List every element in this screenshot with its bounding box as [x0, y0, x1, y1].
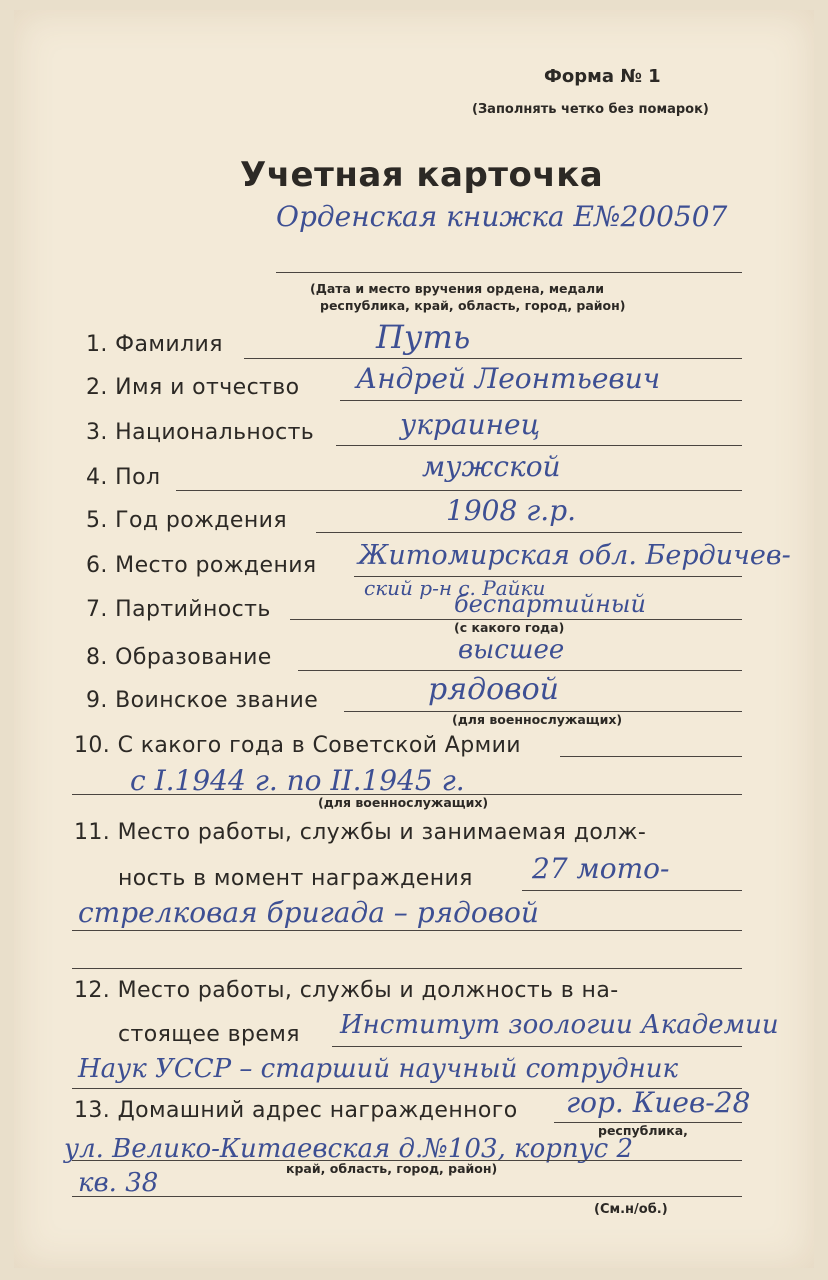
field-4-value: мужской	[422, 450, 561, 483]
field-2-line	[340, 400, 742, 401]
field-7-value: беспартийный	[454, 590, 646, 618]
card-title: Учетная карточка	[240, 155, 604, 195]
field-2-label: 2. Имя и отчество	[86, 375, 300, 400]
field-11-value-1: 27 мото-	[532, 852, 670, 885]
field-12-value-2: Наук УССР – старший научный сотрудник	[78, 1054, 679, 1084]
field-10-line-1	[560, 756, 742, 757]
field-8-label: 8. Образование	[86, 645, 272, 670]
field-12-line-1	[332, 1046, 742, 1047]
field-9-value: рядовой	[428, 672, 559, 707]
form-number: Форма № 1	[544, 66, 661, 87]
field-9-label: 9. Воинское звание	[86, 688, 319, 713]
field-11-line-3	[72, 968, 742, 969]
field-2-value: Андрей Леонтьевич	[356, 362, 661, 395]
field-11-label-1: 11. Место работы, службы и занимаемая долж-	[74, 820, 647, 845]
field-4-label: 4. Пол	[86, 465, 161, 490]
record-card	[14, 10, 814, 1268]
field-4-line	[176, 490, 742, 491]
field-13-label: 13. Домашний адрес награжденного	[74, 1098, 518, 1123]
field-5-line	[316, 532, 742, 533]
field-1-line	[244, 358, 742, 359]
field-13-value-3: кв. 38	[78, 1168, 159, 1198]
field-5-label: 5. Год рождения	[86, 508, 287, 533]
field-7-label: 7. Партийность	[86, 597, 271, 622]
award-note-1: (Дата и место вручения ордена, медали	[310, 281, 604, 296]
award-doc-value: Орденская книжка Е№200507	[276, 200, 728, 233]
footer-note: (См.н/об.)	[594, 1202, 668, 1217]
field-13-line-3	[72, 1196, 742, 1197]
field-10-label: 10. С какого года в Советской Армии	[74, 733, 522, 758]
field-6-label: 6. Место рождения	[86, 553, 317, 578]
field-12-label-1: 12. Место работы, службы и должность в на-	[74, 978, 619, 1003]
field-6-value-1: Житомирская обл. Бердичев-	[358, 540, 791, 571]
field-8-line	[298, 670, 742, 671]
field-12-label-2: стоящее время	[118, 1022, 300, 1047]
field-7-note: (с какого года)	[454, 620, 565, 635]
field-11-label-2: ность в момент награждения	[118, 866, 473, 891]
field-13-note-1: республика,	[598, 1123, 688, 1138]
field-13-value-1: гор. Киев-28	[566, 1086, 751, 1119]
field-11-value-2: стрелковая бригада – рядовой	[78, 896, 539, 929]
award-note-2: республика, край, область, город, район)	[320, 298, 626, 313]
award-doc-line	[276, 272, 742, 273]
form-note: (Заполнять четко без помарок)	[472, 102, 709, 117]
field-6-value-2: ский р-н с. Райки	[364, 576, 546, 600]
field-1-label: 1. Фамилия	[86, 332, 223, 357]
field-13-value-2: ул. Велико-Китаевская д.№103, корпус 2	[64, 1134, 634, 1164]
field-10-note: (для военнослужащих)	[318, 795, 489, 810]
field-11-line-1	[522, 890, 742, 891]
field-13-note-2: край, область, город, район)	[286, 1161, 498, 1176]
field-12-value-1: Институт зоологии Академии	[340, 1010, 779, 1040]
field-11-line-2	[72, 930, 742, 931]
field-3-line	[336, 445, 742, 446]
field-8-value: высшее	[458, 635, 565, 665]
field-1-value: Путь	[376, 318, 471, 356]
field-10-value: с I.1944 г. по II.1945 г.	[130, 764, 465, 797]
field-3-value: украинец	[400, 408, 541, 441]
field-9-note: (для военнослужащих)	[452, 712, 623, 727]
field-5-value: 1908 г.р.	[446, 494, 577, 527]
field-3-label: 3. Национальность	[86, 420, 315, 445]
